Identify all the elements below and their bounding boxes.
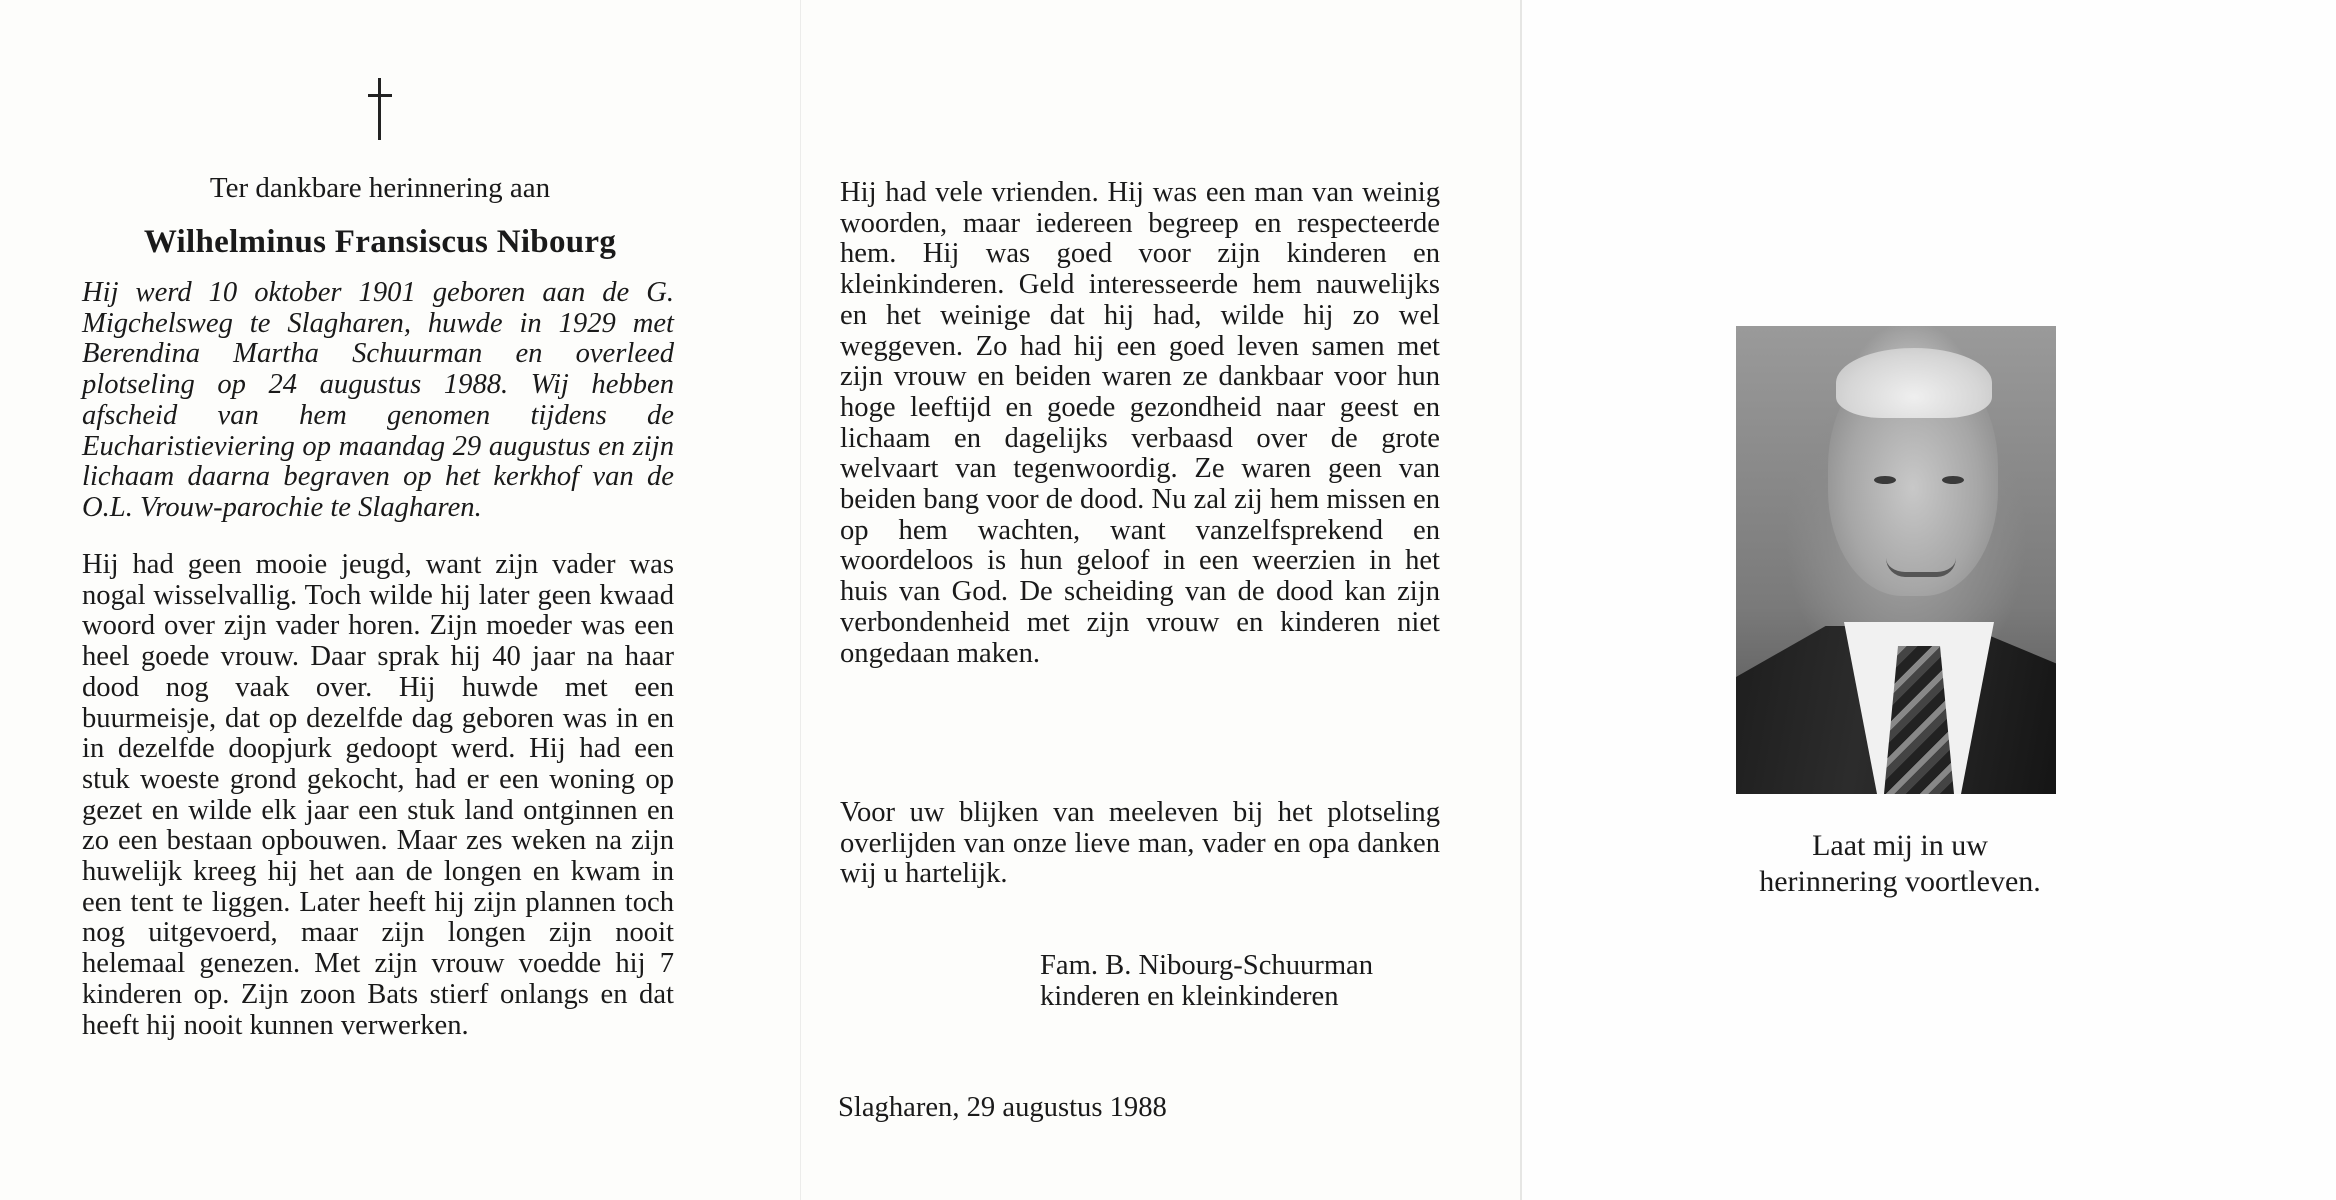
family-relatives-line: kinderen en kleinkinderen bbox=[1040, 981, 1339, 1012]
memorial-motto bbox=[1700, 828, 2100, 900]
portrait-photo bbox=[1736, 326, 2056, 794]
life-story-paragraph: Hij had geen mooie jeugd, want zijn vader was nogal wisselvallig. Toch wilde hij later geen kwaad woord over zijn vader horen. Zijn moeder was een heel goede vrouw. Daar sprak hij 40 jaar na haar dood nog vaak over. Hij huwde met een buurmeisje, dat op dezelfde dag geboren was in en in dezelfde doopjurk gedoopt werd. Hij had een stuk woeste grond gekocht, had er een woning op gezet en wilde elk jaar een stuk land ontginnen en zo een bestaan opbouwen. Maar zes weken na zijn huwelijk kreeg hij het aan de longen en kwam in een tent te liggen. Later heeft hij zijn plannen toch nog uitgevoerd, maar zijn longen zijn nooit helemaal genezen. Met zijn vrouw voedde hij 7 kinderen op. Zijn zoon Bats stierf onlangs en dat heeft hij nooit kunnen verwerken. bbox=[82, 549, 674, 1041]
motto-line-1: Laat mij in uw bbox=[1812, 829, 1988, 862]
portrait-mouth bbox=[1886, 558, 1956, 577]
thanks-paragraph: Voor uw blijken van meeleven bij het plotseling overlijden van onze lieve man, vader en opa danken wij u hartelijk. bbox=[840, 797, 1440, 890]
family-signature bbox=[1040, 950, 1460, 1012]
cross-icon bbox=[368, 78, 392, 140]
tribute-paragraph: Hij had vele vrienden. Hij was een man van weinig woorden, maar iedereen begreep en respecteerde hem. Hij was goed voor zijn kinderen en kleinkinderen. Geld interesseerde hem nauwelijks en het weinige dat hij had, wilde hij zo wel weggeven. Zo had hij een goed leven samen met zijn vrouw en beiden waren ze dankbaar voor hun hoge leeftijd en goede gezondheid naar geest en lichaam en dagelijks verbaasd over de grote welvaart van tegenwoordig. Ze waren geen van beiden bang voor de dood. Nu zal zij hem missen en op hem wachten, want vanzelfsprekend en woordeloos is hun geloof in een weerzien in het huis van God. De scheiding van de dood kan zijn verbondenheid met zijn vrouw en kinderen niet ongedaan maken. bbox=[840, 177, 1440, 669]
portrait-eye-left bbox=[1874, 476, 1896, 484]
motto-line-2: herinnering voortleven. bbox=[1759, 865, 2041, 898]
deceased-name: Wilhelminus Fransiscus Nibourg bbox=[143, 224, 617, 260]
place-and-date: Slagharen, 29 augustus 1988 bbox=[838, 1092, 1167, 1123]
portrait-hair bbox=[1836, 348, 1992, 418]
biography-paragraph: Hij werd 10 oktober 1901 geboren aan de G. Migchelsweg te Slagharen, huwde in 1929 met Berendina Martha Schuurman en overleed plotseling op 24 augustus 1988. Wij hebben afscheid van hem genomen tijdens de Eucharistieviering op maandag 29 augustus en zijn lichaam daarna begraven op het kerkhof van de O.L. Vrouw-parochie te Slagharen. bbox=[82, 277, 674, 523]
portrait-eye-right bbox=[1942, 476, 1964, 484]
intro-text: Ter dankbare herinnering aan bbox=[209, 172, 551, 204]
family-name-line: Fam. B. Nibourg-Schuurman bbox=[1040, 950, 1374, 981]
